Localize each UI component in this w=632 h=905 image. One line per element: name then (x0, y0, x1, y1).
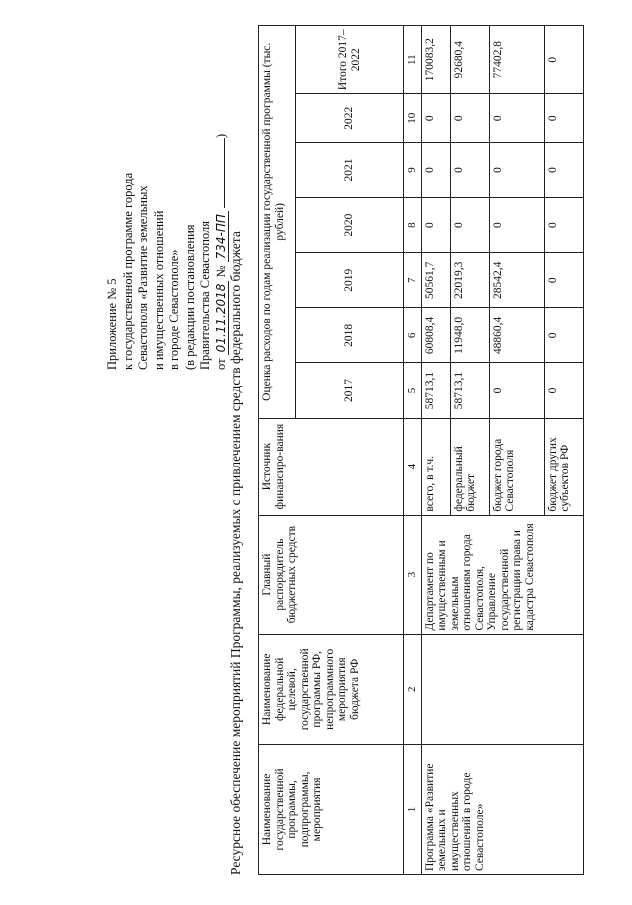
value-cell: 0 (544, 198, 583, 253)
year-2019: 2019 (296, 253, 404, 308)
col-number: 10 (404, 94, 422, 143)
value-cell: 0 (421, 142, 450, 197)
value-cell: 0 (450, 142, 489, 197)
appendix-line: Севастополя «Развитие земельных (136, 185, 150, 370)
col-number: 4 (404, 418, 422, 515)
appendix-date-line: от 01.11.2018 № 734-ПП ) (213, 133, 228, 370)
date-prefix: от (213, 358, 228, 370)
value-cell: 0 (544, 94, 583, 143)
value-cell: 0 (489, 198, 544, 253)
value-cell: 50561,7 (421, 253, 450, 308)
source-cell: всего, в т.ч. (421, 418, 450, 515)
appendix-line: и имущественных отношений (151, 210, 166, 370)
value-cell: 11948,0 (450, 308, 489, 363)
value-cell: 0 (544, 26, 583, 94)
col-number: 8 (404, 198, 422, 253)
col-number: 7 (404, 253, 422, 308)
blank-line (224, 138, 225, 208)
year-2020: 2020 (296, 198, 404, 253)
header-estimate: Оценка расходов по годам реализации государственной программы (тыс. рублей) (259, 26, 296, 419)
program-name-cell: Программа «Развитие земельных и имущественных отношений в городе Севастополе» (421, 744, 583, 874)
federal-program-cell (421, 634, 583, 744)
value-cell: 0 (489, 142, 544, 197)
header-distributor: Главный распорядитель бюджетных средств (259, 515, 404, 634)
year-2022: 2022 (296, 94, 404, 143)
value-cell: 22019,3 (450, 253, 489, 308)
col-number: 6 (404, 308, 422, 363)
value-cell: 0 (450, 198, 489, 253)
value-cell: 0 (544, 363, 583, 418)
col-number: 3 (404, 515, 422, 634)
appendix-line: к государственной программе города (120, 172, 135, 370)
handwritten-number: 734-ПП (214, 211, 229, 262)
column-number-row (404, 26, 422, 875)
appendix-line: в городе Севастополе» (167, 249, 181, 370)
col-number: 1 (404, 744, 422, 874)
header-row (259, 26, 296, 875)
value-cell: 58713,1 (421, 363, 450, 418)
value-cell: 0 (421, 198, 450, 253)
table-row (421, 26, 450, 875)
appendix-block (105, 40, 229, 370)
value-cell: 0 (544, 253, 583, 308)
col-number: 2 (404, 634, 422, 744)
value-cell: 60808,4 (421, 308, 450, 363)
value-cell: 0 (421, 94, 450, 143)
handwritten-date: 01.11.2018 (214, 281, 229, 356)
value-cell: 0 (544, 142, 583, 197)
source-cell: бюджет других субъектов РФ (544, 418, 583, 515)
year-total: Итого 2017–2022 (296, 26, 404, 94)
header-federal-program: Наименование федеральной целевой, государственной программы РФ, непрограммного мероприятия бюджета РФ (259, 634, 404, 744)
value-cell: 170083,2 (421, 26, 450, 94)
value-cell: 0 (489, 94, 544, 143)
appendix-line: (в редакции постановления (182, 224, 197, 370)
number-sign: № (213, 265, 228, 278)
year-2018: 2018 (296, 308, 404, 363)
source-cell: бюджет города Севастополя (489, 418, 544, 515)
year-2017: 2017 (296, 363, 404, 418)
col-number: 9 (404, 142, 422, 197)
value-cell: 0 (489, 363, 544, 418)
year-2021: 2021 (296, 142, 404, 197)
value-cell: 28542,4 (489, 253, 544, 308)
header-source: Источник финансиро-вания (259, 418, 404, 515)
value-cell: 92680,4 (450, 26, 489, 94)
value-cell: 77402,8 (489, 26, 544, 94)
source-cell: федеральный бюджет (450, 418, 489, 515)
value-cell: 0 (450, 94, 489, 143)
value-cell: 58713,1 (450, 363, 489, 418)
col-number: 11 (404, 26, 422, 94)
distributor-cell: Департамент по имущественным и земельным отношениям города Севастополя, Управление государственной регистрации права и кадастра Севастополя (421, 515, 583, 634)
value-cell: 48860,4 (489, 308, 544, 363)
appendix-line: Приложение № 5 (105, 278, 119, 370)
appendix-line: Правительства Севастополя (198, 221, 212, 370)
value-cell: 0 (544, 308, 583, 363)
resource-table (258, 25, 584, 875)
header-program-name: Наименование государственной программы, подпрограммы, мероприятия (259, 744, 404, 874)
document-title: Ресурсное обеспечение мероприятий Программы, реализуемых с привлечением средств федерального бюджета (228, 231, 243, 875)
col-number: 5 (404, 363, 422, 418)
